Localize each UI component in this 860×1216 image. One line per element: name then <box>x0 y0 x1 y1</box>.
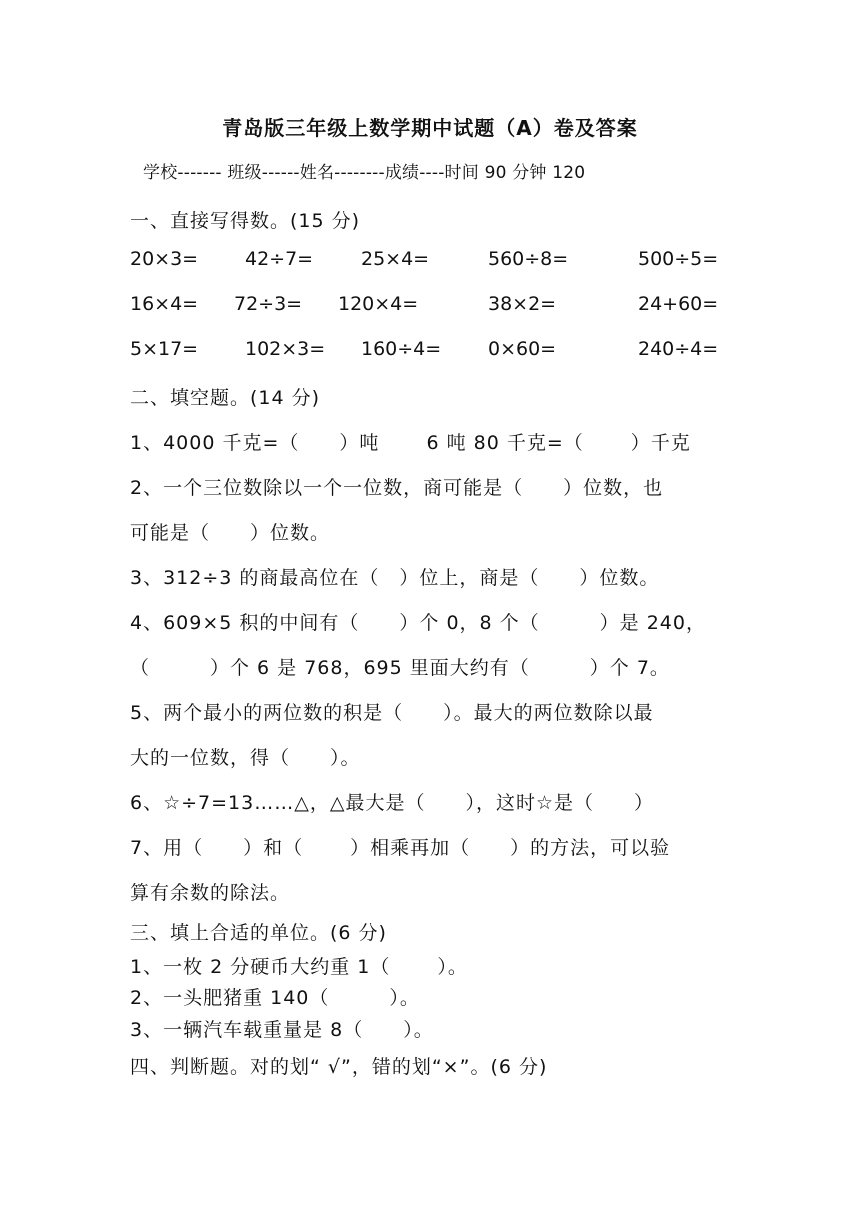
calc-item: 38×2= <box>488 293 557 315</box>
question-line: （ ）个 6 是 768，695 里面大约有（ ）个 7。 <box>130 657 670 679</box>
calc-item: 102×3= <box>245 338 326 360</box>
question-line: 5、两个最小的两位数的积是（ ）。最大的两位数除以最 <box>130 702 654 724</box>
question-line: 3、一辆汽车载重量是 8（ ）。 <box>130 1019 434 1041</box>
calc-item: 24+60= <box>638 293 719 315</box>
section4-heading: 四、判断题。对的划“ √”，错的划“×”。(6 分) <box>130 1056 548 1078</box>
exam-title: 青岛版三年级上数学期中试题（A）卷及答案 <box>222 116 638 140</box>
calc-item: 20×3= <box>130 248 199 270</box>
calc-item: 25×4= <box>361 248 430 270</box>
question-line: 7、用（ ）和（ ）相乘再加（ ）的方法，可以验 <box>130 837 671 859</box>
question-line: 可能是（ ）位数。 <box>130 522 331 544</box>
student-info-line: 学校------- 班级------姓名--------成绩----时间 90 分钟 120 <box>143 163 586 183</box>
calc-item: 160÷4= <box>361 338 442 360</box>
calc-row-2 <box>0 293 860 323</box>
question-line: 2、一头肥猪重 140（ ）。 <box>130 987 420 1009</box>
question-line: 大的一位数，得（ ）。 <box>130 747 361 769</box>
calc-item: 42÷7= <box>245 248 314 270</box>
calc-item: 240÷4= <box>638 338 719 360</box>
question-line: 算有余数的除法。 <box>130 882 291 904</box>
question-line: 6、☆÷7=13……△，△最大是（ ），这时☆是（ ） <box>130 792 654 814</box>
calc-item: 0×60= <box>488 338 557 360</box>
calc-row-3 <box>0 338 860 368</box>
question-line: 2、一个三位数除以一个一位数，商可能是（ ）位数，也 <box>130 477 664 499</box>
calc-row-1 <box>0 248 860 278</box>
question-line: 1、一枚 2 分硬币大约重 1（ ）。 <box>130 956 468 978</box>
calc-item: 120×4= <box>338 293 419 315</box>
calc-item: 500÷5= <box>638 248 719 270</box>
question-line: 3、312÷3 的商最高位在（ ）位上，商是（ ）位数。 <box>130 567 660 589</box>
section3-heading: 三、填上合适的单位。(6 分) <box>130 922 387 944</box>
section1-heading: 一、直接写得数。(15 分) <box>130 210 361 232</box>
calc-item: 72÷3= <box>234 293 303 315</box>
question-line: 4、609×5 积的中间有（ ）个 0，8 个（ ）是 240， <box>130 612 706 634</box>
calc-item: 560÷8= <box>488 248 569 270</box>
calc-item: 16×4= <box>130 293 199 315</box>
calc-item: 5×17= <box>130 338 199 360</box>
question-line: 1、4000 千克=（ ）吨 6 吨 80 千克=（ ）千克 <box>130 432 691 454</box>
section2-heading: 二、填空题。(14 分) <box>130 387 321 409</box>
